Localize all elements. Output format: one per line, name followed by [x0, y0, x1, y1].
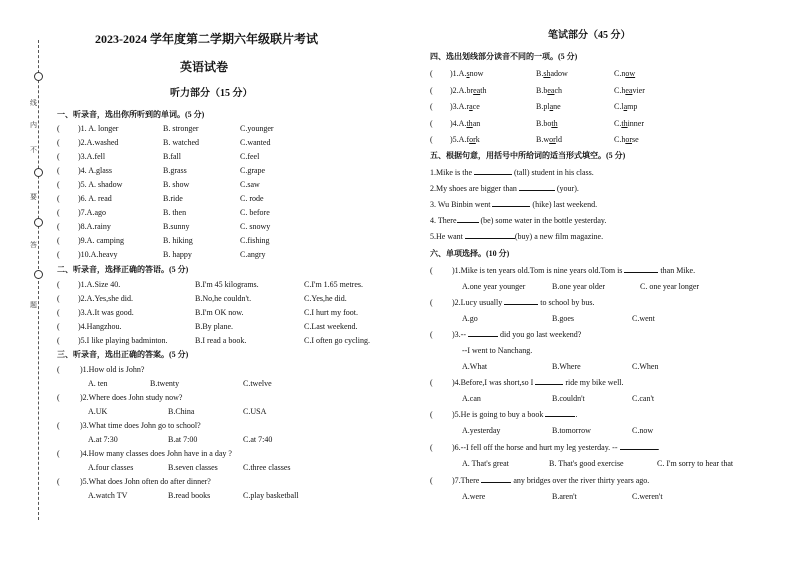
binding-char: 线 — [30, 99, 37, 107]
binding-char: 题 — [30, 301, 37, 309]
section-3-heading: 三、听录音，选出正确的答案。(5 分) — [57, 350, 189, 359]
binding-hole — [34, 270, 43, 279]
exam-page: 线 内 不 要 答 题 2023-2024 学年度第二学期六年级联片考试 英语试卷 听力部分（15 分） 笔试部分（45 分） 一、听录音，选出你所听到的单词。(5 分) ( )1. A. longer B. stronger C.younger ( )2.A.washed B. watched C.wanted ( )3.A.fell B.fall C.feel ( )4. A.glass B.grass C.grape ( )5. A. shadow B. show C.saw ( )6. A. read B.ride C. rode ( )7.A.ago B. then C. before ( )8.A.rainy B.sunny C. snowy ( )9.A. camping B. hiking C.fishing ( )10.A.heavy B. happy C.angry 二、听录音，选择正确的答语。(5 分) ( )1.A.Size 40. B.I'm 45 kilograms. C.I'm 1.65 metres. ( )2.A.Yes,she did. B.No,he couldn't. C.Yes,he did. ( )3.A.It was good. B.I'm OK now. C.I hurt my foot. ( )4.Hangzhou. B.By plane. C.Last weekend. ( )5.I like playing badminton. B.I read a book. C.I often go cycling. 三、听录音，选出正确的答案。(5 分) ( )1.How old is John? A. ten B.twenty C.twelve ( )2.Where does John study now? A.UK B.China C.USA ( )3.What time does John go to school? A.at 7:30 B.at 7:00 C.at 7:40 ( )4.How many classes does John have in a day ? A.four classes B.seven classes C.three classes ( )5.What does John often do after dinner? A.watch TV B.read books C.play basketball 四、选出划线部分读音不同的一项。(5 分) ( )1.A.snow B.shadow C.now ( )2.A.breath B.beach C.heavier ( )3.A.race B.plane C.lamp ( )4.A.than B.both C.thinner ( )5.A.fork B.world C.horse 五、根据句意，用括号中所给词的适当形式填空。(5 分) 1.Mike is the (tall) student in his class. 2.My shoes are bigger than (your). 3. Wu Binbin went (hike) last weekend. 4. There (be) some water in the bottle yesterday. 5.He want (buy) a new film magazine. 六、单项选择。(10 分) ( )1.Mike is ten years old.Tom is nine years old.Tom is than Mike. A.one year younger B.one year older C. one year longer ( )2.Lucy usually to school by bus. A.go B.goes C.went ( )3.-- did you go last weekend? --I went to Nanchang. A.What B.Where C.When ( )4.Before,I was short,so I ride my bike well. A.can B.couldn't C.can't ( )5.He is going to buy a book . A.yesterday B.tomorrow C.now ( )6.--I fell off the horse and hurt my leg yesterday. -- . A. That's great B. That's good exercise C. I'm sorry to hear that ( )7.There any bridges over the river thirty years ago. A.were B.aren't C.weren't — [0, 0, 794, 561]
binding-hole — [34, 168, 43, 177]
binding-char: 答 — [30, 241, 37, 249]
exam-title: 2023-2024 学年度第二学期六年级联片考试 — [95, 32, 318, 46]
binding-char: 不 — [30, 146, 37, 154]
listening-heading: 听力部分（15 分） — [170, 88, 253, 99]
section-2-heading: 二、听录音，选择正确的答语。(5 分) — [57, 265, 189, 274]
section-5-heading: 五、根据句意，用括号中所给词的适当形式填空。(5 分) — [430, 151, 626, 160]
binding-hole — [34, 218, 43, 227]
list-item: 4. There (be) some water in the bottle yesterday. — [430, 216, 607, 225]
list-item: 5.He want (buy) a new film magazine. — [430, 232, 604, 241]
written-heading: 笔试部分（45 分） — [548, 30, 631, 41]
exam-subtitle: 英语试卷 — [180, 60, 229, 74]
list-item: 3. Wu Binbin went (hike) last weekend. — [430, 200, 598, 209]
list-item: 2.My shoes are bigger than (your). — [430, 184, 579, 193]
binding-char: 内 — [30, 121, 37, 129]
list-item: 1.Mike is the (tall) student in his class. — [430, 168, 594, 177]
section-4-heading: 四、选出划线部分读音不同的一项。(5 分) — [430, 52, 578, 61]
binding-cut-line — [38, 40, 39, 520]
binding-char: 要 — [30, 193, 37, 201]
binding-hole — [34, 72, 43, 81]
section-6-heading: 六、单项选择。(10 分) — [430, 249, 510, 258]
section-1-heading: 一、听录音，选出你所听到的单词。(5 分) — [57, 110, 205, 119]
